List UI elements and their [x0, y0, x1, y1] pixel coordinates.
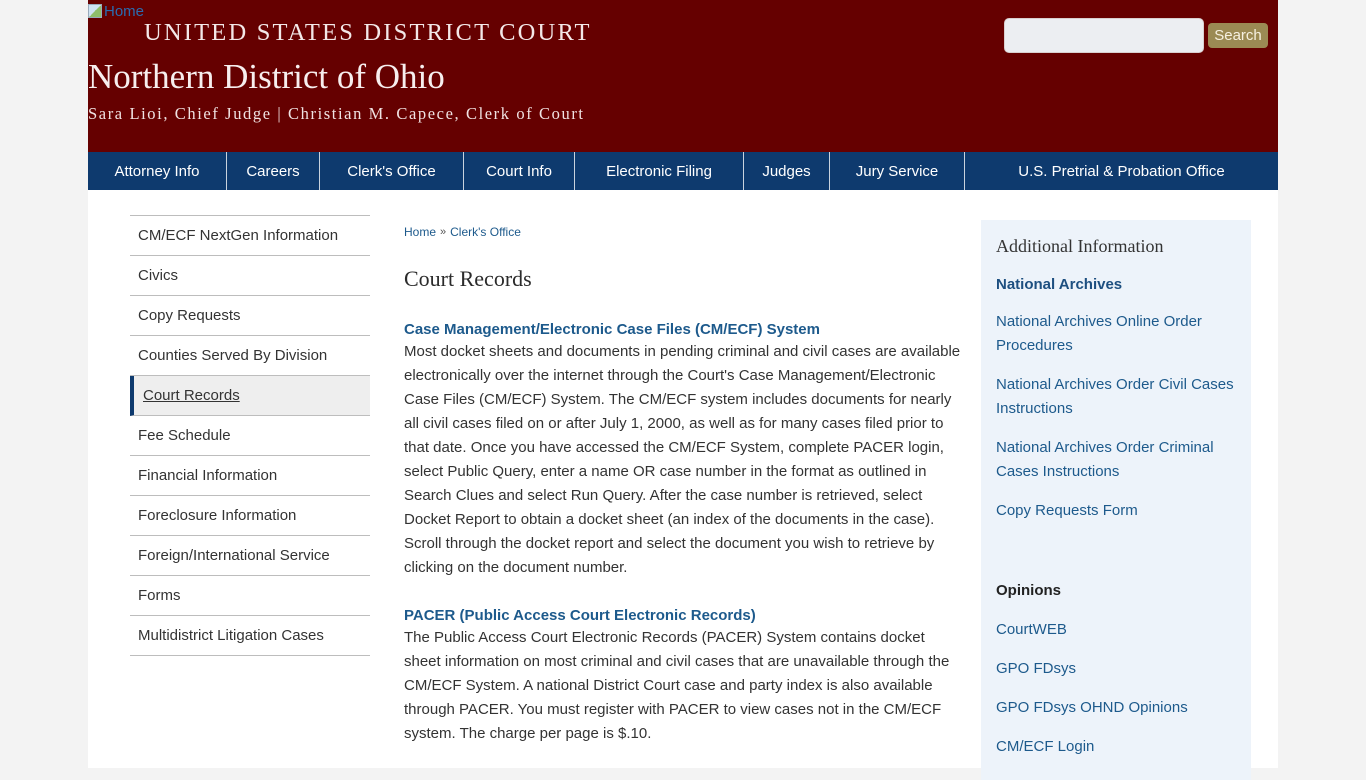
nav-careers[interactable]: Careers: [227, 152, 320, 190]
pacer-description: The Public Access Court Electronic Records (PACER) System contains docket sheet information on most criminal and civil cases that are unavailable through the CM/ECF System. A national District Court case and party index is also available through PACER. You must register with PACER to view cases not in the CM/ECF system. The charge per page is $.10.: [404, 629, 950, 742]
sidebar-item-foreclosure[interactable]: Foreclosure Information: [130, 496, 370, 536]
search-button[interactable]: Search: [1208, 23, 1268, 48]
sidebar-nav: [130, 215, 370, 656]
sidebar-item-copy-requests[interactable]: Copy Requests: [130, 296, 370, 336]
broken-image-icon: [88, 4, 102, 18]
nav-attorney-info[interactable]: Attorney Info: [88, 152, 227, 190]
sidebar-item-court-records[interactable]: [130, 376, 370, 416]
site-header: [88, 0, 1278, 152]
nav-pretrial-probation[interactable]: U.S. Pretrial & Probation Office: [1018, 162, 1225, 180]
pacer-heading-link[interactable]: PACER (Public Access Court Electronic Records): [404, 607, 756, 624]
archives-civil-cases-link[interactable]: National Archives Order Civil Cases Instructions: [996, 376, 1234, 417]
sidebar-item-label: Court Records: [143, 387, 240, 404]
search-input[interactable]: [1004, 18, 1204, 53]
breadcrumb-separator: »: [440, 226, 447, 238]
cmecf-login-link[interactable]: CM/ECF Login: [996, 738, 1095, 755]
home-alt-text: Home: [104, 2, 145, 20]
archives-online-order-link[interactable]: National Archives Online Order Procedures: [996, 313, 1202, 354]
archives-criminal-cases-link[interactable]: National Archives Order Criminal Cases Instructions: [996, 439, 1214, 480]
sidebar-item-cmecf-nextgen[interactable]: CM/ECF NextGen Information: [130, 216, 370, 256]
sidebar-item-mdl-cases[interactable]: Multidistrict Litigation Cases: [130, 616, 370, 656]
cmecf-heading-link[interactable]: Case Management/Electronic Case Files (CM/ECF) System: [404, 321, 820, 338]
nav-electronic-filing[interactable]: Electronic Filing: [575, 152, 744, 190]
main-nav: [88, 152, 1278, 190]
copy-requests-form-link[interactable]: Copy Requests Form: [996, 502, 1138, 519]
nav-clerks-office[interactable]: Clerk's Office: [320, 152, 464, 190]
breadcrumb: [404, 222, 964, 242]
opinions-heading: Opinions: [996, 582, 1061, 599]
court-name: UNITED STATES DISTRICT COURT: [144, 19, 592, 46]
courtweb-link[interactable]: CourtWEB: [996, 621, 1067, 638]
page-title: Court Records: [404, 266, 532, 291]
nav-judges[interactable]: Judges: [744, 152, 830, 190]
breadcrumb-clerks-office[interactable]: Clerk's Office: [450, 225, 521, 239]
national-archives-link[interactable]: National Archives: [996, 276, 1123, 293]
court-officers: Sara Lioi, Chief Judge | Christian M. Capece, Clerk of Court: [88, 104, 585, 123]
sidebar-item-civics[interactable]: Civics: [130, 256, 370, 296]
nav-court-info[interactable]: Court Info: [464, 152, 575, 190]
sidebar-item-foreign-service[interactable]: Foreign/International Service: [130, 536, 370, 576]
district-name: Northern District of Ohio: [88, 57, 445, 96]
home-logo-link[interactable]: [88, 2, 144, 20]
nav-jury-service[interactable]: Jury Service: [830, 152, 965, 190]
main-content: [404, 222, 964, 746]
additional-info-panel: [981, 220, 1251, 780]
sidebar-item-forms[interactable]: Forms: [130, 576, 370, 616]
additional-info-title: Additional Information: [996, 236, 1164, 256]
sidebar-item-counties[interactable]: Counties Served By Division: [130, 336, 370, 376]
breadcrumb-home[interactable]: Home: [404, 225, 437, 239]
page-container: [88, 0, 1278, 768]
sidebar-item-financial-info[interactable]: Financial Information: [130, 456, 370, 496]
sidebar-item-fee-schedule[interactable]: Fee Schedule: [130, 416, 370, 456]
gpo-fdsys-link[interactable]: GPO FDsys: [996, 660, 1077, 677]
gpo-fdsys-ohnd-link[interactable]: GPO FDsys OHND Opinions: [996, 699, 1188, 716]
cmecf-description: Most docket sheets and documents in pending criminal and civil cases are available electronically over the internet through the Court's Case Management/Electronic Case Files (CM/ECF) System. The CM/ECF system includes documents for nearly all civil cases filed on or after July 1, 2000, as well as for many cases filed prior to that date. Once you have accessed the CM/ECF System, complete PACER login, select Public Query, enter a name OR case number in the format as outlined in Search Clues and select Run Query. After the case number is retrieved, select Docket Report to obtain a docket sheet (an index of the documents in the case). Scroll through the docket report and select the document you wish to retrieve by clicking on the document number.: [404, 343, 961, 576]
